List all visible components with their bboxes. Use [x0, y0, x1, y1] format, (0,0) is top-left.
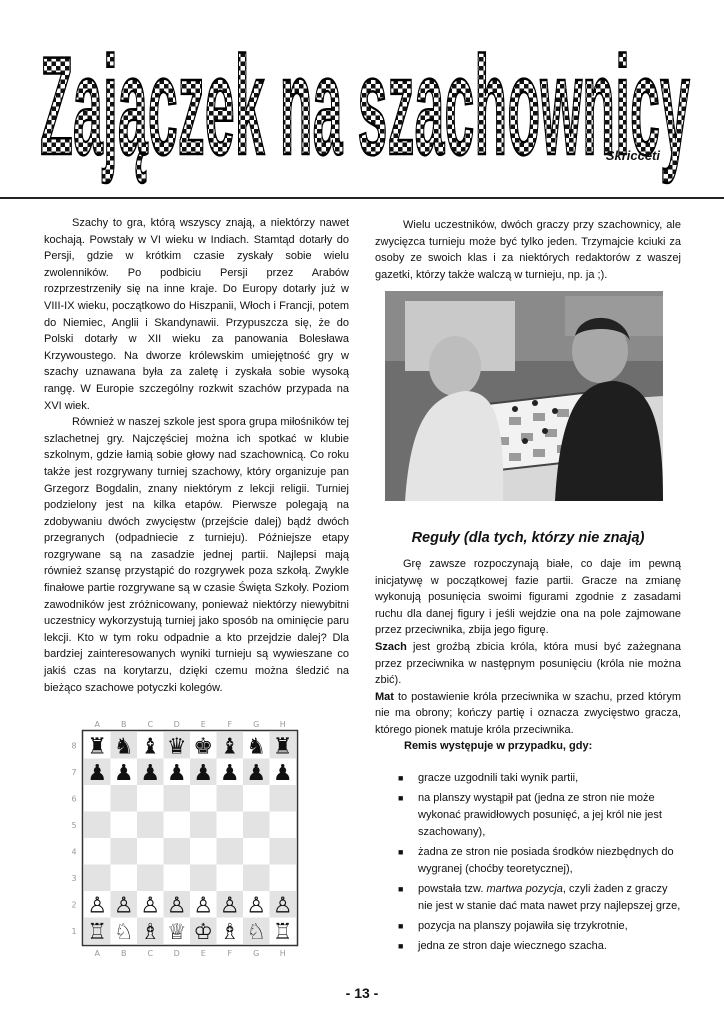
- paragraph-school: Również w naszej szkole jest spora grupa miłośników tej szlachetnej gry. Najczęściej można ich spotkać w klubie szkolnym, gdzie łamią sobie głowy nad szachownicą. Co roku także jest rozgrywany turniej szachowy, który organizuje pan Grzegorz Bogdalin, znany niektórym z lekcji religii. Turniej podzielony jest na kilka etapów. Pierwsze polegają na zdobywaniu dwóch zwycięstw (przejście dalej) bądź dwóch przegranych (odpadniecie z turnieju). Późniejsze etapy rozgrywane są na zasadzie jednej partii. Najlepsi mają również szansę przystąpić do rozgrywek poza szkołą. Zwykle finałowe partie rozgrywane są w czasie Święta Szkoły. Poziom zawodników jest zróżnicowany, ponieważ niektórzy niewybitni uczestnicy wykorzystują turniej jako sposób na ominięcie paru lekcji. Kto w tym roku odpadnie a kto przejdzie dalej? Dla bardziej zainteresowanych wyniki turnieju są wywieszane co jakiś czas na korytarzu, dzięki czemu można śledzić na bieżąco szachowe potyczki kolegów.: [44, 416, 349, 694]
- black-piece: ♞: [246, 734, 267, 760]
- board-square: [190, 838, 217, 865]
- file-label-bottom: E: [200, 949, 206, 958]
- remis-item-pre: jedna ze stron daje wiecznego szacha.: [418, 940, 607, 952]
- bullet-icon: ■: [398, 884, 404, 894]
- board-square: [111, 838, 138, 865]
- rank-label: 2: [71, 900, 77, 910]
- black-pawn: ♟: [87, 760, 108, 786]
- rules-text: [375, 556, 681, 739]
- rank-label: 3: [71, 873, 77, 883]
- board-square: [217, 812, 244, 839]
- board-square: [164, 812, 191, 839]
- paragraph-history: Szachy to gra, którą wszyscy znają, a niektórzy nawet kochają. Powstały w VI wieku w Indiach. Stamtąd dotarły do Persji, gdzie w krótkim czasie zyskały sobie wielu zwolenników. Po podbiciu Persji przez Arabów rozprzestrzeniły się na inne kraje. Do Europy dotarły już w VIII-IX wieku, początkowo do Hiszpanii, Włoch i Francji, potem do Niemiec, Anglii i Skandynawii. Przypuszcza się, że do Polski dotarły w XII wieku za panowania Bolesława Krzywoustego. Na dworze królewskim umiejętność gry w szachy uznawana była za zaletę i zyskała sobie wysoką rangę. W Europie szczególny rozkwit szachów przypada na XVI wiek.: [44, 217, 349, 412]
- bullet-icon: ■: [398, 847, 404, 857]
- board-square: [243, 838, 270, 865]
- mat-text: to postawienie króla przeciwnika w szachu, przed którym nie ma obrony; kończy partię i oznacza zwycięstwo gracza, którego pionek matuje króla przeciwnika.: [375, 690, 681, 736]
- board-square: [164, 865, 191, 892]
- remis-item-text: [418, 918, 682, 935]
- board-square: [270, 865, 297, 892]
- black-pawn: ♟: [113, 760, 134, 786]
- board-square: [270, 838, 297, 865]
- page-number: - 13 -: [345, 985, 379, 1001]
- black-pawn: ♟: [140, 760, 161, 786]
- bullet-icon: ■: [398, 921, 404, 931]
- file-label-bottom: F: [227, 949, 233, 958]
- magazine-title: [38, 27, 692, 184]
- header-rule: [0, 197, 724, 199]
- white-piece: ♖: [272, 919, 293, 945]
- file-label-bottom: B: [121, 949, 127, 958]
- board-square: [84, 785, 111, 812]
- white-piece: ♕: [166, 919, 187, 945]
- board-square: [137, 785, 164, 812]
- board-square: [137, 838, 164, 865]
- white-piece: ♔: [193, 919, 214, 945]
- board-square: [111, 865, 138, 892]
- board-square: [243, 812, 270, 839]
- rank-label: 8: [71, 741, 77, 751]
- black-piece: ♝: [140, 734, 161, 760]
- black-pawn: ♟: [219, 760, 240, 786]
- author-name: Skricceti: [605, 148, 660, 163]
- white-piece: ♗: [219, 919, 240, 945]
- remis-item-text: [418, 790, 682, 841]
- black-pawn: ♟: [272, 760, 293, 786]
- rank-label: 5: [71, 820, 77, 830]
- szach-text: jest groźbą zbicia króla, która musi być zażegnana przez przeciwnika w następnym posunięciu (króla nie można zbić).: [375, 640, 681, 687]
- black-pawn: ♟: [193, 760, 214, 786]
- board-square: [243, 785, 270, 812]
- tournament-photo: [385, 291, 663, 501]
- remis-item-pre: gracze uzgodnili taki wynik partii,: [418, 772, 579, 784]
- szach-definition: [375, 639, 681, 689]
- board-square: [84, 865, 111, 892]
- file-label-bottom: D: [173, 949, 180, 958]
- bullet-icon: ■: [398, 941, 404, 951]
- black-piece: ♝: [219, 734, 240, 760]
- chessboard: [64, 715, 306, 958]
- white-piece: ♘: [246, 919, 267, 945]
- board-square: [164, 785, 191, 812]
- remis-item: [392, 844, 682, 878]
- board-square: [164, 838, 191, 865]
- board-square: [84, 838, 111, 865]
- remis-list: [392, 770, 682, 958]
- board-square: [190, 785, 217, 812]
- white-piece: ♖: [87, 919, 108, 945]
- black-pawn: ♟: [166, 760, 187, 786]
- board-square: [217, 865, 244, 892]
- file-label-top: F: [227, 720, 233, 729]
- board-square: [190, 812, 217, 839]
- rules-paragraph: Grę zawsze rozpoczynają białe, co daje im pewną inicjatywę w początkowej fazie partii. Gracze na zmianę wykonują posunięcia swoimi figurami zgodnie z zasadami ruchu dla danej figury i jeśli wejdzie ona na pole zajmowane przez przeciwnika, zbija jego figurę.: [375, 558, 681, 637]
- left-column: [44, 215, 349, 696]
- board-square: [111, 785, 138, 812]
- black-piece: ♚: [193, 734, 214, 760]
- board-square: [111, 812, 138, 839]
- board-square: [84, 812, 111, 839]
- mat-definition: [375, 689, 681, 739]
- board-square: [243, 865, 270, 892]
- remis-item: [392, 790, 682, 841]
- remis-item-pre: pozycja na planszy pojawiła się trzykrotnie,: [418, 920, 628, 932]
- black-piece: ♛: [166, 734, 187, 760]
- title-text: Zajączek na szachownicy: [40, 27, 691, 184]
- remis-item-pre: żadna ze stron nie posiada środków niezbędnych do wygranej (choćby teoretycznej),: [418, 846, 674, 875]
- file-label-bottom: H: [279, 949, 286, 958]
- white-pawn: ♙: [87, 893, 108, 919]
- board-square: [270, 785, 297, 812]
- file-label-bottom: G: [253, 949, 260, 958]
- board-square: [137, 865, 164, 892]
- file-label-top: E: [200, 720, 206, 729]
- chessboard-figure: [64, 715, 306, 958]
- file-label-top: H: [279, 720, 286, 729]
- white-pawn: ♙: [193, 893, 214, 919]
- remis-item-text: [418, 938, 682, 955]
- right-column-intro: [375, 217, 681, 283]
- remis-item: [392, 770, 682, 787]
- white-piece: ♘: [113, 919, 134, 945]
- rank-label: 6: [71, 794, 77, 804]
- file-label-bottom: A: [94, 949, 100, 958]
- remis-item: [392, 881, 682, 915]
- remis-item-pre: na planszy wystąpił pat (jedna ze stron nie może wykonać prawidłowych posunięć, a jej król nie jest szachowany),: [418, 792, 662, 838]
- remis-item-text: [418, 844, 682, 878]
- title-graphic: [38, 27, 692, 184]
- remis-heading: Remis występuje w przypadku, gdy:: [404, 740, 593, 752]
- white-pawn: ♙: [272, 893, 293, 919]
- photo-illustration: [385, 291, 663, 501]
- remis-item-text: [418, 881, 682, 915]
- white-pawn: ♙: [166, 893, 187, 919]
- paragraph-intro: Wielu uczestników, dwóch graczy przy szachownicy, ale zwycięzca turnieju może być tylko jeden. Trzymajcie kciuki za osoby ze swoich klas i za niektórych redaktorów z waszej gazetki, którzy także walczą w turnieju, np. ja ;).: [375, 219, 681, 281]
- file-label-top: C: [147, 720, 154, 729]
- white-pawn: ♙: [140, 893, 161, 919]
- white-pawn: ♙: [113, 893, 134, 919]
- file-label-top: G: [253, 720, 260, 729]
- remis-item-pre: powstała tzw.: [418, 883, 487, 895]
- file-label-top: B: [121, 720, 127, 729]
- szach-term: Szach: [375, 640, 407, 653]
- white-pawn: ♙: [246, 893, 267, 919]
- file-label-bottom: C: [147, 949, 154, 958]
- file-label-top: D: [173, 720, 180, 729]
- white-pawn: ♙: [219, 893, 240, 919]
- rank-label: 7: [71, 767, 77, 777]
- black-piece: ♜: [272, 734, 293, 760]
- remis-item: [392, 918, 682, 935]
- black-pawn: ♟: [246, 760, 267, 786]
- white-piece: ♗: [140, 919, 161, 945]
- rank-label: 4: [71, 847, 77, 857]
- black-piece: ♜: [87, 734, 108, 760]
- board-square: [270, 812, 297, 839]
- bullet-icon: ■: [398, 793, 404, 803]
- remis-item: [392, 938, 682, 955]
- mat-term: Mat: [375, 690, 394, 703]
- rank-label: 1: [71, 926, 77, 936]
- remis-item-text: [418, 770, 682, 787]
- black-piece: ♞: [113, 734, 134, 760]
- rules-heading: Reguły (dla tych, którzy nie znają): [411, 530, 645, 546]
- board-square: [137, 812, 164, 839]
- file-label-top: A: [94, 720, 100, 729]
- board-square: [217, 785, 244, 812]
- bullet-icon: ■: [398, 773, 404, 783]
- board-square: [217, 838, 244, 865]
- board-square: [190, 865, 217, 892]
- remis-item-emphasis: martwa pozycja: [486, 883, 563, 895]
- remis-item-post: , czyli żaden z graczy nie jest w stanie dać mata nawet przy najlepszej grze,: [418, 883, 681, 912]
